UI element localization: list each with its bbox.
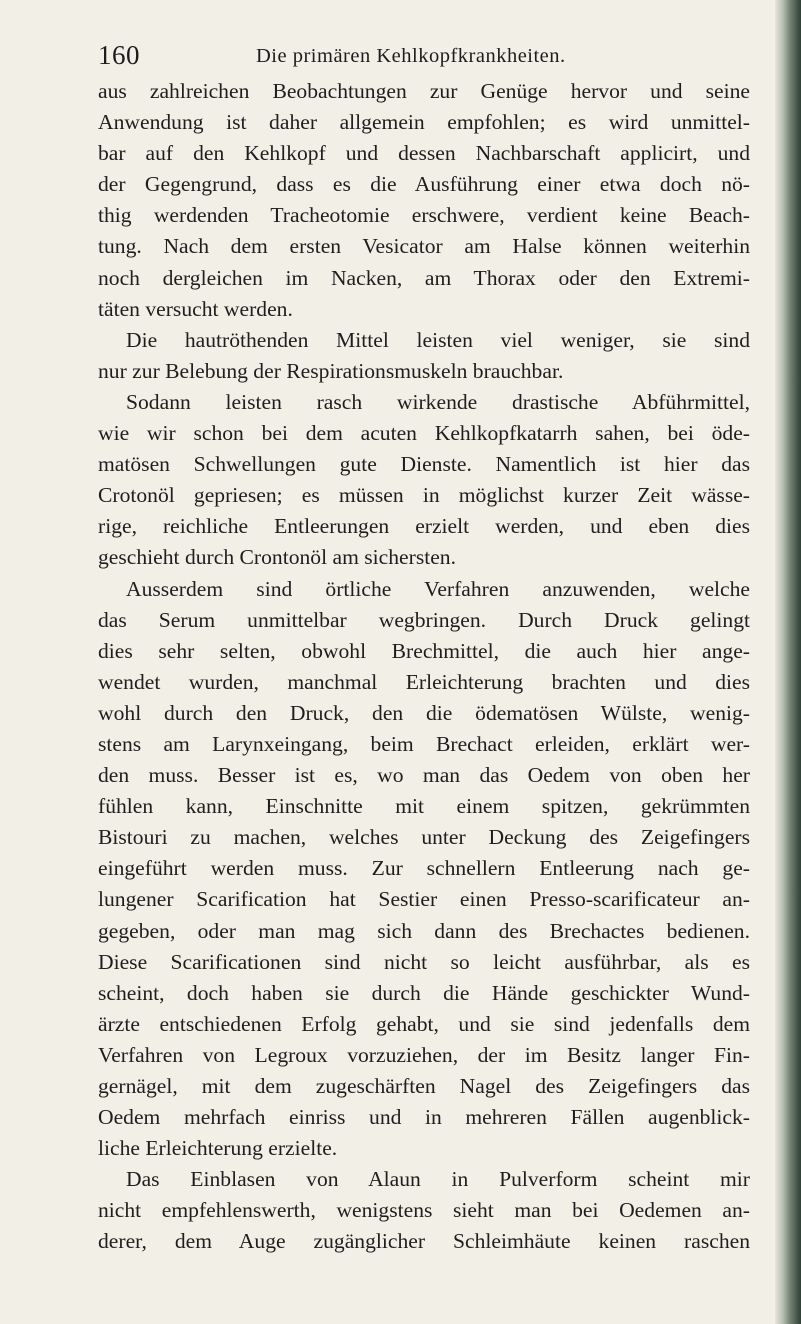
text-line: aus zahlreichen Beobachtungen zur Genüge hervor und seine xyxy=(98,79,750,103)
text-line: ärzte entschiedenen Erfolg gehabt, und sie sind jedenfalls dem xyxy=(98,1011,750,1036)
page-header xyxy=(98,38,758,72)
text-line: Sodann leisten rasch wirkende drastische Abführmittel, xyxy=(126,389,750,414)
book-binding-edge xyxy=(775,0,801,1324)
text-line: noch dergleichen im Nacken, am Thorax oder den Extremi- xyxy=(98,265,750,290)
text-line: stens am Larynxeingang, beim Brechact erleiden, erklärt wer- xyxy=(98,731,750,756)
body-text xyxy=(98,76,750,1258)
text-line: Bistouri zu machen, welches unter Deckung des Zeigefingers xyxy=(98,825,750,850)
text-line: wohl durch den Druck, den die ödematösen Wülste, wenig- xyxy=(98,700,750,725)
text-line: dies sehr selten, obwohl Brechmittel, die auch hier ange- xyxy=(98,638,750,663)
text-line: tung. Nach dem ersten Vesicator am Halse können weiterhin xyxy=(98,234,750,259)
text-line: Diese Scarificationen sind nicht so leicht ausführbar, als es xyxy=(98,949,750,974)
text-line: gernägel, mit dem zugeschärften Nagel des Zeigefingers das xyxy=(98,1074,750,1098)
text-line: lungener Scarification hat Sestier einen Presso-scarificateur an- xyxy=(98,887,750,912)
text-line: gegeben, oder man mag sich dann des Brechactes bedienen. xyxy=(98,918,750,943)
text-line: derer, dem Auge zugänglicher Schleimhäute keinen raschen xyxy=(98,1229,750,1254)
text-line: geschieht durch Crontonöl am sichersten. xyxy=(98,545,457,570)
text-line: rige, reichliche Entleerungen erzielt werden, und eben dies xyxy=(98,514,750,539)
text-line: liche Erleichterung erzielte. xyxy=(98,1136,338,1161)
text-line: nicht empfehlenswerth, wenigstens sieht man bei Oedemen an- xyxy=(98,1198,750,1223)
text-line: der Gegengrund, dass es die Ausführung einer etwa doch nö- xyxy=(98,172,750,197)
text-line: Verfahren von Legroux vorzuziehen, der im Besitz langer Fin- xyxy=(98,1042,750,1067)
text-line: Die hautröthenden Mittel leisten viel weniger, sie sind xyxy=(126,327,750,352)
text-line: das Serum unmittelbar wegbringen. Durch Druck gelingt xyxy=(98,607,750,632)
text-line: bar auf den Kehlkopf und dessen Nachbarschaft applicirt, und xyxy=(98,141,750,166)
text-line: scheint, doch haben sie durch die Hände geschickter Wund- xyxy=(98,980,750,1005)
text-line: matösen Schwellungen gute Dienste. Namentlich ist hier das xyxy=(98,452,750,477)
text-line: wendet wurden, manchmal Erleichterung brachten und dies xyxy=(98,669,750,694)
text-line: fühlen kann, Einschnitte mit einem spitzen, gekrümmten xyxy=(98,794,750,819)
text-line: Das Einblasen von Alaun in Pulverform scheint mir xyxy=(126,1167,750,1192)
page-number: 160 xyxy=(98,40,140,70)
text-line: Crotonöl gepriesen; es müssen in möglichst kurzer Zeit wässe- xyxy=(98,483,750,508)
text-line: Oedem mehrfach einriss und in mehreren Fällen augenblick- xyxy=(98,1105,750,1130)
text-line: thig werdenden Tracheotomie erschwere, verdient keine Beach- xyxy=(98,203,750,228)
text-line: Anwendung ist daher allgemein empfohlen; es wird unmittel- xyxy=(98,110,750,135)
text-line: nur zur Belebung der Respirationsmuskeln brauchbar. xyxy=(98,358,564,383)
running-title: Die primären Kehlkopfkrankheiten. xyxy=(256,45,566,67)
text-line: wie wir schon bei dem acuten Kehlkopfkatarrh sahen, bei öde- xyxy=(98,421,750,446)
text-line: den muss. Besser ist es, wo man das Oedem von oben her xyxy=(98,763,750,788)
text-line: täten versucht werden. xyxy=(98,296,293,321)
text-line: eingeführt werden muss. Zur schnellern Entleerung nach ge- xyxy=(98,856,750,881)
text-line: Ausserdem sind örtliche Verfahren anzuwenden, welche xyxy=(126,576,750,601)
